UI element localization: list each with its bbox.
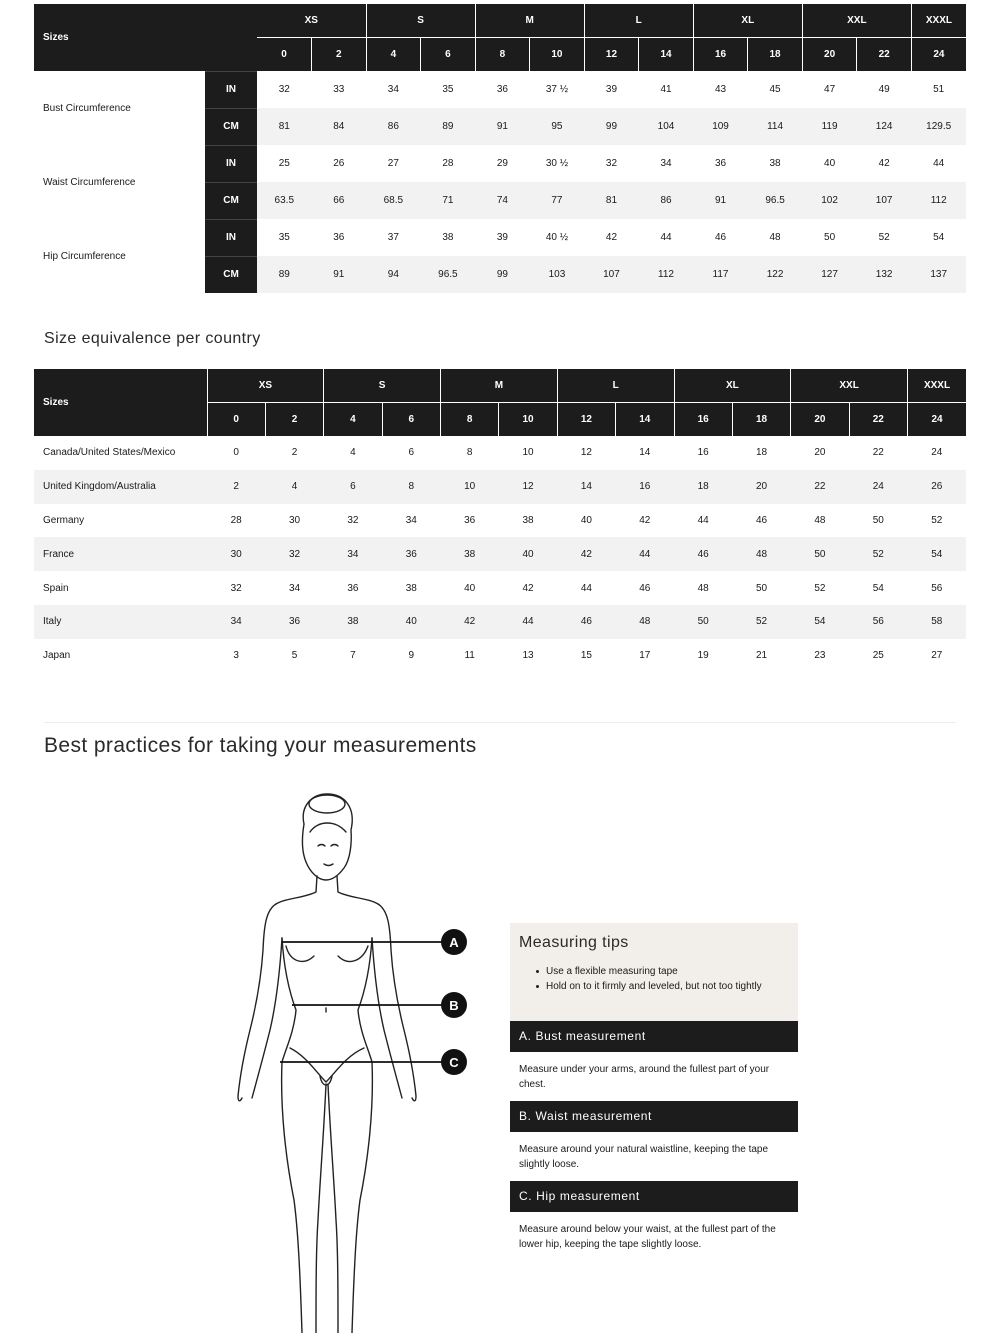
table-cell: 84 (312, 108, 367, 145)
table-cell: 91 (693, 182, 748, 219)
size-number-header: 8 (441, 402, 499, 436)
table-cell: 12 (580, 447, 592, 459)
table-cell: 48 (616, 605, 674, 639)
table-cell: 36 (496, 84, 508, 95)
tip-item: Use a flexible measuring tape (546, 966, 789, 977)
unit-label: CM (205, 108, 257, 145)
table-cell: 127 (802, 256, 857, 293)
table-cell: 137 (911, 256, 966, 293)
size-number-header: 4 (366, 37, 421, 71)
size-group-header: XXL (791, 369, 908, 402)
size-group-header: L (584, 4, 693, 37)
table-cell: 34 (207, 605, 265, 639)
size-number-header: 12 (584, 37, 639, 71)
table-cell: 20 (732, 470, 790, 504)
table-cell: 8 (382, 470, 440, 504)
unit-label: CM (205, 256, 257, 293)
table-cell: 50 (824, 232, 836, 243)
section-divider (44, 722, 956, 723)
table-cell: 40 (824, 158, 836, 169)
table-cell: 117 (693, 256, 748, 293)
waist-measurement-description: Measure around your natural waistline, keeping the tape slightly loose. (519, 1144, 769, 1170)
unit-label: IN (205, 71, 257, 108)
table-cell: 119 (802, 108, 857, 145)
country-label: Japan (43, 650, 71, 662)
table-cell: 34 (660, 158, 672, 169)
table-cell: 16 (616, 470, 674, 504)
size-number-header: 10 (530, 37, 585, 71)
table-cell: 10 (522, 447, 534, 459)
table-cell: 99 (475, 256, 530, 293)
table-cell: 9 (408, 650, 415, 662)
table-cell: 104 (639, 108, 694, 145)
table-cell: 44 (697, 514, 709, 526)
table-cell: 26 (333, 158, 345, 169)
table-cell: 48 (769, 232, 781, 243)
waist-measurement-heading: B. Waist measurement (510, 1101, 798, 1132)
table-cell: 43 (714, 84, 727, 95)
svg-text:B: B (449, 998, 459, 1013)
table-cell: 50 (756, 582, 768, 594)
table-cell: 4 (350, 447, 356, 459)
size-group-header: L (557, 369, 674, 402)
table-cell: 32 (265, 537, 323, 571)
table-cell: 46 (639, 582, 651, 594)
table-cell: 40 (382, 605, 440, 639)
size-number-header: 22 (857, 37, 912, 71)
table-cell: 2 (291, 447, 298, 459)
svg-text:C: C (449, 1055, 459, 1070)
size-group-header: XL (674, 369, 791, 402)
table-cell: 38 (441, 537, 499, 571)
table-cell: 34 (387, 84, 399, 95)
table-cell: 25 (278, 158, 290, 169)
table-cell: 40 (580, 514, 592, 526)
table-cell: 21 (756, 650, 768, 662)
table-cell: 24 (931, 447, 943, 459)
table-cell: 42 (557, 537, 615, 571)
measuring-tips-panel (510, 923, 798, 1261)
table-cell: 40 (464, 582, 476, 594)
table-cell: 52 (849, 537, 907, 571)
table-cell: 25 (872, 650, 884, 662)
table-cell: 129.5 (911, 108, 966, 145)
table-cell: 52 (814, 582, 826, 594)
measurement-label: Hip Circumference (34, 219, 205, 293)
size-number-header: 18 (748, 37, 803, 71)
size-group-header: M (441, 369, 558, 402)
table-cell: 48 (697, 582, 709, 594)
table-cell: 32 (605, 158, 618, 169)
table-cell: 103 (530, 256, 585, 293)
table-cell: 46 (714, 232, 727, 243)
table-cell: 81 (584, 182, 639, 219)
table-cell: 35 (442, 84, 454, 95)
table-row (34, 639, 966, 673)
table-cell: 54 (908, 537, 967, 571)
size-number-header: 22 (849, 402, 907, 436)
table-cell: 50 (791, 537, 849, 571)
table-cell: 12 (499, 470, 557, 504)
size-number-header: 20 (791, 402, 849, 436)
table-cell: 11 (464, 650, 475, 662)
table-cell: 94 (366, 256, 421, 293)
table-cell: 49 (878, 84, 890, 95)
country-label: Spain (43, 582, 69, 594)
table-cell: 42 (605, 232, 618, 243)
best-practices-title: Best practices for taking your measurements (44, 734, 477, 757)
bust-measurement-description: Measure under your arms, around the fullest part of your chest. (519, 1064, 770, 1090)
equivalence-title: Size equivalence per country (44, 330, 261, 347)
table-cell: 81 (257, 108, 312, 145)
size-group-header: S (324, 369, 441, 402)
table-row (34, 71, 966, 108)
table-cell: 40 (499, 537, 557, 571)
table-cell: 124 (857, 108, 912, 145)
table-cell: 7 (350, 650, 356, 662)
table-cell: 42 (441, 605, 499, 639)
tips-title: Measuring tips (519, 934, 629, 951)
size-number-header: 0 (207, 402, 265, 436)
table-cell: 36 (382, 537, 440, 571)
size-number-header: 24 (911, 37, 966, 71)
table-cell: 50 (674, 605, 732, 639)
table-cell: 132 (857, 256, 912, 293)
table-cell: 42 (522, 582, 534, 594)
table-cell: 20 (814, 447, 826, 459)
table-cell: 99 (584, 108, 639, 145)
table-cell: 23 (814, 650, 826, 662)
table-cell: 47 (824, 84, 836, 95)
table-cell: 56 (931, 582, 943, 594)
table-cell: 29 (496, 158, 508, 169)
table-row (34, 537, 966, 571)
table-cell: 18 (756, 447, 768, 459)
marker-c (441, 1049, 467, 1075)
size-number-header: 16 (693, 37, 748, 71)
size-number-header: 10 (499, 402, 557, 436)
table-cell: 44 (933, 158, 945, 169)
table-cell: 54 (872, 582, 884, 594)
table-cell: 38 (324, 605, 382, 639)
table-cell: 10 (441, 470, 499, 504)
size-number-header: 24 (908, 402, 967, 436)
table-cell: 54 (791, 605, 849, 639)
table-cell: 50 (872, 514, 884, 526)
table-cell: 34 (324, 537, 382, 571)
table-cell: 39 (496, 232, 508, 243)
table-cell: 30 ½ (545, 158, 569, 169)
table-cell: 66 (312, 182, 367, 219)
unit-label: CM (205, 182, 257, 219)
size-equivalence-table (34, 369, 966, 673)
table-cell: 112 (911, 182, 966, 219)
table-cell: 36 (347, 582, 359, 594)
table-cell: 48 (814, 514, 826, 526)
marker-b (441, 992, 467, 1018)
table-cell: 30 (207, 537, 265, 571)
table-cell: 38 (522, 514, 534, 526)
table-cell: 58 (908, 605, 967, 639)
table-cell: 91 (475, 108, 530, 145)
table-cell: 46 (557, 605, 615, 639)
table-cell: 122 (748, 256, 803, 293)
table-cell: 63.5 (257, 182, 312, 219)
table-cell: 27 (387, 158, 399, 169)
table-cell: 74 (475, 182, 530, 219)
table-cell: 91 (312, 256, 367, 293)
table-cell: 37 (387, 232, 399, 243)
table-cell: 39 (605, 84, 618, 95)
size-number-header: 4 (324, 402, 382, 436)
table-cell: 42 (639, 514, 651, 526)
table-cell: 33 (333, 84, 345, 95)
table-cell: 36 (714, 158, 727, 169)
table-cell: 27 (931, 650, 943, 662)
table-cell: 13 (522, 650, 534, 662)
table-cell: 37 ½ (545, 84, 569, 95)
table-cell: 22 (872, 447, 884, 459)
table-cell: 51 (933, 84, 945, 95)
table-row (34, 470, 966, 504)
size-group-header: XS (257, 4, 366, 37)
table-cell: 36 (464, 514, 476, 526)
country-label: Italy (34, 605, 207, 639)
table-cell: 44 (660, 232, 672, 243)
tip-item: Hold on to it firmly and leveled, but not too tightly (546, 981, 789, 992)
body-outline-illustration (200, 780, 500, 1333)
table-cell: 89 (257, 256, 312, 293)
table-cell: 95 (530, 108, 585, 145)
size-group-header: XS (207, 369, 324, 402)
table-cell: 28 (442, 158, 454, 169)
sizes-header: Sizes (34, 4, 257, 71)
table-cell: 52 (931, 514, 943, 526)
table-cell: 34 (289, 582, 301, 594)
size-number-header: 14 (616, 402, 674, 436)
table-cell: 32 (347, 514, 359, 526)
size-group-header: XXXL (908, 369, 967, 402)
table-cell: 32 (230, 582, 242, 594)
size-chart-table (34, 4, 966, 293)
table-cell: 42 (878, 158, 890, 169)
tips-list (519, 966, 789, 992)
country-label: United Kingdom/Australia (34, 470, 207, 504)
table-cell: 45 (769, 84, 781, 95)
marker-a (441, 929, 467, 955)
table-cell: 0 (233, 447, 239, 459)
table-cell: 3 (233, 650, 239, 662)
size-number-header: 6 (382, 402, 440, 436)
country-label: Canada/United States/Mexico (43, 447, 176, 459)
table-cell: 109 (693, 108, 748, 145)
size-number-header: 6 (421, 37, 476, 71)
table-cell: 35 (278, 232, 290, 243)
unit-label: IN (205, 145, 257, 182)
table-cell: 26 (908, 470, 967, 504)
table-cell: 41 (660, 84, 672, 95)
table-row (34, 145, 966, 182)
table-cell: 16 (697, 447, 709, 459)
table-cell: 36 (265, 605, 323, 639)
size-group-header: M (475, 4, 584, 37)
table-cell: 19 (697, 650, 709, 662)
unit-label: IN (205, 219, 257, 256)
table-cell: 68.5 (366, 182, 421, 219)
size-number-header: 2 (265, 402, 323, 436)
table-cell: 30 (289, 514, 301, 526)
table-cell: 77 (530, 182, 585, 219)
table-cell: 4 (265, 470, 323, 504)
svg-text:A: A (449, 935, 459, 950)
table-cell: 56 (849, 605, 907, 639)
table-cell: 5 (291, 650, 298, 662)
table-cell: 14 (639, 447, 651, 459)
tips-box (510, 923, 798, 1021)
table-cell: 18 (674, 470, 732, 504)
table-cell: 89 (421, 108, 476, 145)
table-cell: 38 (442, 232, 454, 243)
size-group-header: XXL (802, 4, 911, 37)
table-cell: 15 (580, 650, 592, 662)
table-cell: 54 (933, 232, 945, 243)
table-cell: 86 (639, 182, 694, 219)
table-cell: 40 ½ (545, 232, 569, 243)
country-label: Germany (43, 514, 85, 526)
table-cell: 114 (748, 108, 803, 145)
size-number-header: 8 (475, 37, 530, 71)
hip-measurement-heading: C. Hip measurement (510, 1181, 798, 1212)
table-cell: 24 (849, 470, 907, 504)
table-cell: 6 (408, 447, 415, 459)
hip-measurement-description: Measure around below your waist, at the fullest part of the lower hip, keeping the tape slightly loose. (519, 1224, 776, 1250)
table-cell: 2 (207, 470, 265, 504)
country-label: France (34, 537, 207, 571)
table-row (34, 219, 966, 256)
size-number-header: 0 (257, 37, 312, 71)
table-row (34, 571, 966, 605)
table-cell: 96.5 (421, 256, 476, 293)
table-cell: 14 (557, 470, 615, 504)
table-cell: 71 (421, 182, 476, 219)
table-cell: 28 (230, 514, 242, 526)
table-cell: 38 (769, 158, 781, 169)
measurement-label: Waist Circumference (34, 145, 205, 219)
sizes-header: Sizes (34, 369, 207, 436)
table-row (34, 436, 966, 470)
table-cell: 6 (324, 470, 382, 504)
table-cell: 107 (584, 256, 639, 293)
table-cell: 38 (405, 582, 417, 594)
table-cell: 48 (732, 537, 790, 571)
table-cell: 8 (466, 447, 473, 459)
size-group-header: XXXL (911, 4, 966, 37)
table-cell: 102 (802, 182, 857, 219)
table-cell: 86 (366, 108, 421, 145)
size-group-header: S (366, 4, 475, 37)
table-cell: 46 (674, 537, 732, 571)
table-cell: 32 (278, 84, 290, 95)
table-cell: 107 (857, 182, 912, 219)
size-number-header: 12 (557, 402, 615, 436)
table-cell: 44 (580, 582, 592, 594)
size-number-header: 18 (732, 402, 790, 436)
table-cell: 22 (791, 470, 849, 504)
table-cell: 46 (756, 514, 768, 526)
measurement-label: Bust Circumference (34, 71, 205, 145)
table-cell: 96.5 (748, 182, 803, 219)
size-number-header: 14 (639, 37, 694, 71)
size-number-header: 2 (312, 37, 367, 71)
table-row (34, 605, 966, 639)
table-cell: 52 (878, 232, 890, 243)
table-cell: 34 (405, 514, 417, 526)
size-number-header: 20 (802, 37, 857, 71)
bust-measurement-heading: A. Bust measurement (510, 1021, 798, 1052)
table-cell: 44 (616, 537, 674, 571)
table-cell: 44 (499, 605, 557, 639)
table-cell: 36 (333, 232, 345, 243)
table-cell: 17 (639, 650, 651, 662)
table-row (34, 504, 966, 538)
table-cell: 52 (732, 605, 790, 639)
size-number-header: 16 (674, 402, 732, 436)
table-cell: 112 (639, 256, 694, 293)
size-group-header: XL (693, 4, 802, 37)
